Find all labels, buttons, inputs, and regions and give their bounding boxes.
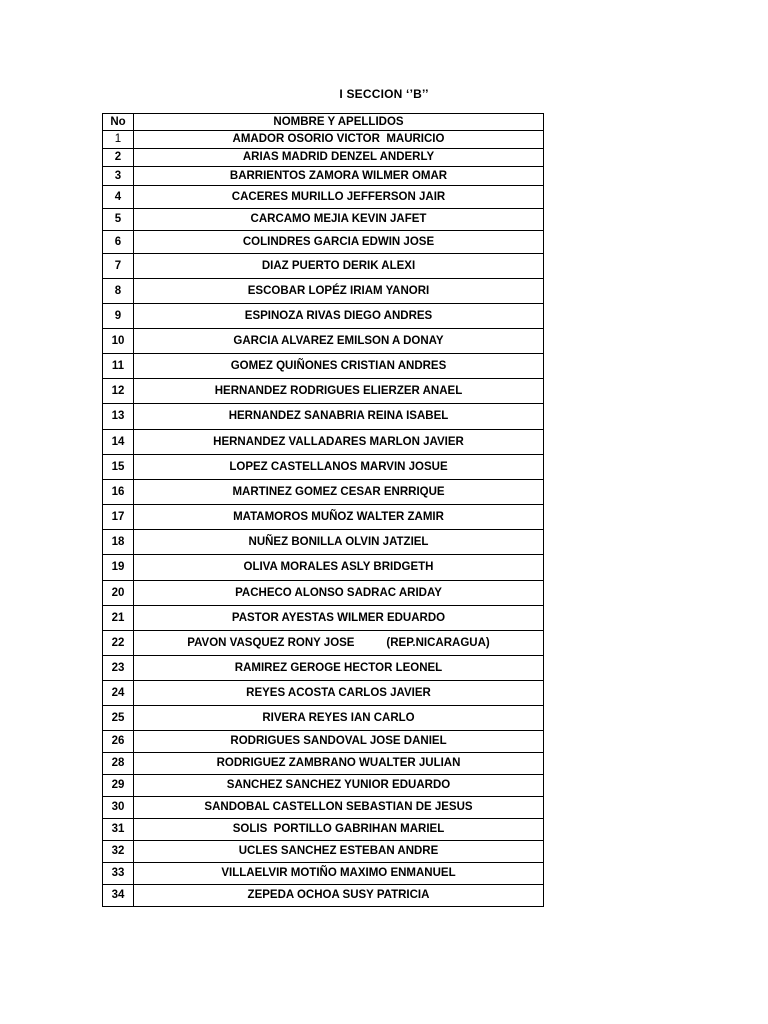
student-name: RODRIGUEZ ZAMBRANO WUALTER JULIAN [134,753,544,775]
student-name: NUÑEZ BONILLA OLVIN JATZIEL [134,530,544,555]
student-name: LOPEZ CASTELLANOS MARVIN JOSUE [134,455,544,480]
table-row [103,530,544,555]
row-number: 28 [103,753,134,775]
table-row [103,455,544,480]
student-name: SOLIS PORTILLO GABRIHAN MARIEL [134,819,544,841]
student-name: ARIAS MADRID DENZEL ANDERLY [134,149,544,167]
row-number: 11 [103,354,134,379]
row-number: 20 [103,581,134,606]
student-name: PASTOR AYESTAS WILMER EDUARDO [134,606,544,631]
table-row [103,209,544,231]
row-number: 10 [103,329,134,354]
row-number: 22 [103,631,134,656]
row-number: 13 [103,404,134,430]
student-name: PAVON VASQUEZ RONY JOSE (REP.NICARAGUA) [134,631,544,656]
student-name: RIVERA REYES IAN CARLO [134,706,544,731]
table-row [103,354,544,379]
table-row [103,149,544,167]
row-number: 18 [103,530,134,555]
table-row [103,231,544,254]
student-name: GOMEZ QUIÑONES CRISTIAN ANDRES [134,354,544,379]
student-name: GARCIA ALVAREZ EMILSON A DONAY [134,329,544,354]
table-row [103,681,544,706]
row-number: 14 [103,430,134,455]
table-row [103,753,544,775]
student-name: CACERES MURILLO JEFFERSON JAIR [134,186,544,209]
table-row [103,279,544,304]
student-name: ESPINOZA RIVAS DIEGO ANDRES [134,304,544,329]
row-number: 33 [103,863,134,885]
table-row [103,167,544,186]
student-name: RAMIREZ GEROGE HECTOR LEONEL [134,656,544,681]
table-row [103,329,544,354]
student-name: PACHECO ALONSO SADRAC ARIDAY [134,581,544,606]
table-row [103,581,544,606]
table-row [103,430,544,455]
row-number: 25 [103,706,134,731]
table-row [103,606,544,631]
row-number: 9 [103,304,134,329]
student-name: VILLAELVIR MOTIÑO MAXIMO ENMANUEL [134,863,544,885]
table-row [103,863,544,885]
table-row [103,775,544,797]
student-name: OLIVA MORALES ASLY BRIDGETH [134,555,544,581]
row-number: 2 [103,149,134,167]
table-row [103,706,544,731]
row-number: 12 [103,379,134,404]
student-name: MATAMOROS MUÑOZ WALTER ZAMIR [134,505,544,530]
table-row [103,797,544,819]
row-number: 7 [103,254,134,279]
row-number: 8 [103,279,134,304]
table-row [103,656,544,681]
student-name: AMADOR OSORIO VICTOR MAURICIO [134,131,544,149]
table-row [103,731,544,753]
row-number: 34 [103,885,134,907]
table-row [103,819,544,841]
row-number: 24 [103,681,134,706]
table-row [103,505,544,530]
row-number: 31 [103,819,134,841]
table-header-row [103,114,544,131]
table-row [103,379,544,404]
header-number: No [103,114,134,131]
student-name: SANDOBAL CASTELLON SEBASTIAN DE JESUS [134,797,544,819]
row-number: 29 [103,775,134,797]
table-row [103,254,544,279]
student-name: ESCOBAR LOPÉZ IRIAM YANORI [134,279,544,304]
student-name: UCLES SANCHEZ ESTEBAN ANDRE [134,841,544,863]
header-name: NOMBRE Y APELLIDOS [134,114,544,131]
table-row [103,186,544,209]
student-name: ZEPEDA OCHOA SUSY PATRICIA [134,885,544,907]
student-name: MARTINEZ GOMEZ CESAR ENRRIQUE [134,480,544,505]
row-number: 5 [103,209,134,231]
student-name: HERNANDEZ SANABRIA REINA ISABEL [134,404,544,430]
row-number: 23 [103,656,134,681]
row-number: 16 [103,480,134,505]
table-row [103,131,544,149]
table-row [103,631,544,656]
page-title: I SECCION ‘’B’’ [339,87,429,101]
row-number: 15 [103,455,134,480]
student-name: SANCHEZ SANCHEZ YUNIOR EDUARDO [134,775,544,797]
row-number: 21 [103,606,134,631]
row-number: 4 [103,186,134,209]
table-row [103,555,544,581]
student-name: CARCAMO MEJIA KEVIN JAFET [134,209,544,231]
student-name: COLINDRES GARCIA EDWIN JOSE [134,231,544,254]
student-name: RODRIGUES SANDOVAL JOSE DANIEL [134,731,544,753]
table-row [103,304,544,329]
row-number: 32 [103,841,134,863]
row-number: 6 [103,231,134,254]
student-name: HERNANDEZ RODRIGUES ELIERZER ANAEL [134,379,544,404]
student-name: BARRIENTOS ZAMORA WILMER OMAR [134,167,544,186]
row-number: 30 [103,797,134,819]
row-number: 3 [103,167,134,186]
student-name: HERNANDEZ VALLADARES MARLON JAVIER [134,430,544,455]
student-name: REYES ACOSTA CARLOS JAVIER [134,681,544,706]
table-row [103,885,544,907]
row-number: 26 [103,731,134,753]
row-number: 1 [103,131,134,149]
table-row [103,404,544,430]
student-roster-table [102,113,544,907]
student-name: DIAZ PUERTO DERIK ALEXI [134,254,544,279]
row-number: 19 [103,555,134,581]
row-number: 17 [103,505,134,530]
table-row [103,480,544,505]
table-row [103,841,544,863]
